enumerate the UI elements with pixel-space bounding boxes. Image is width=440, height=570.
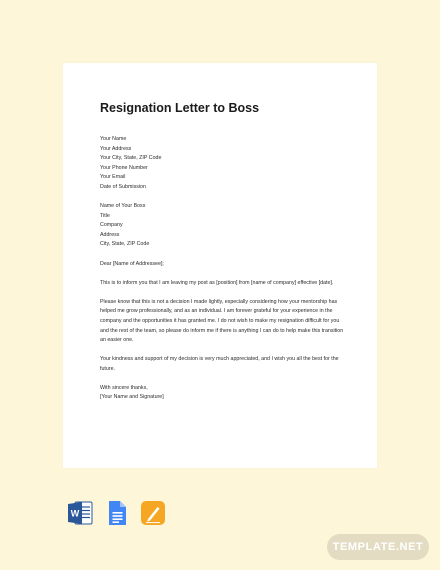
recipient-city: City, State, ZIP Code: [100, 241, 150, 248]
closing-block: [100, 384, 345, 403]
sender-phone: Your Phone Number: [100, 164, 148, 171]
recipient-company: Company: [100, 222, 123, 229]
sender-address: Your Address: [100, 145, 132, 152]
paragraph-intro: This is to inform you that I am leaving my post as [position] from [name of company] effective [date].: [100, 279, 334, 286]
paragraph-thanks: Your kindness and support of my decision is very much appreciated, and I wish you all the best for the future.: [100, 356, 339, 372]
document-page: [63, 63, 377, 468]
closing-phrase: With sincere thanks,: [100, 384, 148, 391]
recipient-title: Title: [100, 212, 110, 219]
letter-content: [100, 101, 345, 413]
sender-address-block: [100, 135, 345, 193]
sender-name: Your Name: [100, 136, 127, 142]
salutation: Dear [Name of Addressee];: [100, 260, 164, 267]
signature-placeholder: [Your Name and Signature]: [100, 394, 164, 401]
sender-email: Your Email: [100, 174, 126, 181]
pages-icon[interactable]: [140, 500, 166, 526]
word-icon[interactable]: [67, 500, 93, 526]
paragraph-gratitude: Please know that this is not a decision I made lightly, especially considering how your mentorship has helped me grow professionally, and as an individual. I am forever grateful for your experience in the company and the opportunities it has granted me. I do not wish to make my resignation difficult for you and the rest of the team, so please do inform me if there is anything I can do to help make this transition an easier one.: [100, 298, 344, 344]
sender-city: Your City, State, ZIP Code: [100, 155, 162, 162]
recipient-address-block: [100, 202, 345, 250]
recipient-name: Name of Your Boss: [100, 203, 146, 210]
recipient-address: Address: [100, 231, 120, 238]
google-docs-icon[interactable]: [104, 500, 130, 526]
document-title: Resignation Letter to Boss: [100, 101, 260, 115]
svg-text:W: W: [70, 508, 80, 519]
submission-date: Date of Submission: [100, 183, 146, 190]
template-net-badge[interactable]: TEMPLATE.NET: [327, 534, 429, 560]
